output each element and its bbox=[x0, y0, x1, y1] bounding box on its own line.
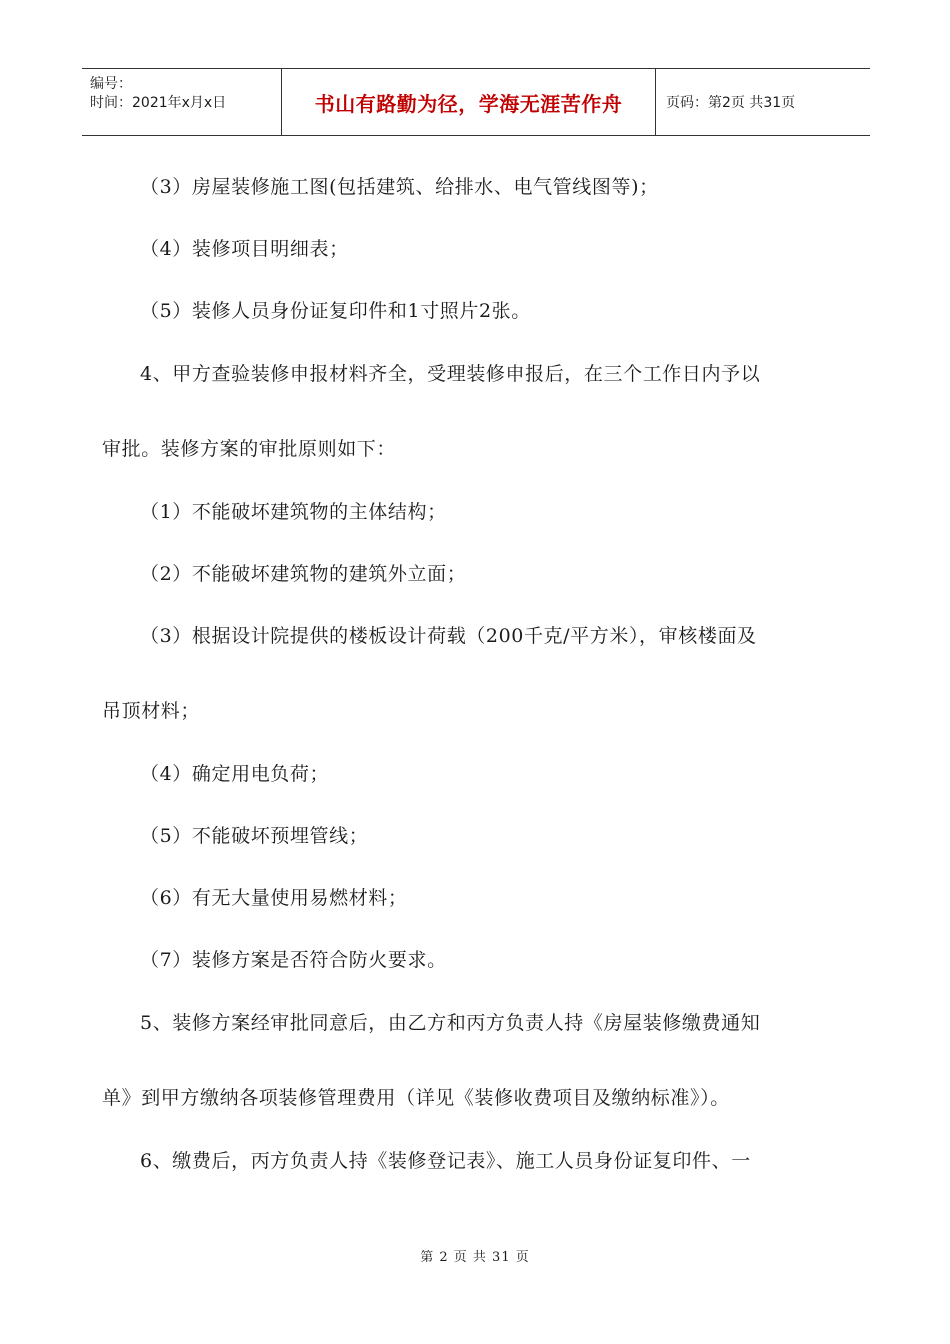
header-page-info: 页码：第2页 共31页 bbox=[666, 95, 796, 111]
paragraph: （7）装修方案是否符合防火要求。 bbox=[140, 949, 447, 971]
paragraph: 6、缴费后，丙方负责人持《装修登记表》、施工人员身份证复印件、一 bbox=[140, 1150, 751, 1172]
page-header bbox=[82, 68, 870, 136]
paragraph: 审批。装修方案的审批原则如下： bbox=[102, 438, 397, 460]
header-motto: 书山有路勤为径，学海无涯苦作舟 bbox=[282, 69, 656, 135]
paragraph: 5、装修方案经审批同意后，由乙方和丙方负责人持《房屋装修缴费通知 bbox=[140, 1012, 761, 1034]
paragraph: （3）房屋装修施工图(包括建筑、给排水、电气管线图等)； bbox=[140, 176, 659, 198]
page-footer: 第 2 页 共 31 页 bbox=[420, 1250, 530, 1265]
paragraph: 4、甲方查验装修申报材料齐全，受理装修申报后，在三个工作日内予以 bbox=[140, 363, 761, 385]
number-label: 编号： bbox=[90, 76, 132, 92]
paragraph: （4）确定用电负荷； bbox=[140, 763, 330, 785]
date-label: 时间：2021年x月x日 bbox=[90, 95, 227, 111]
paragraph: （2）不能破坏建筑物的建筑外立面； bbox=[140, 563, 467, 585]
paragraph: （3）根据设计院提供的楼板设计荷载（200千克/平方米），审核楼面及 bbox=[140, 625, 757, 647]
paragraph: （4）装修项目明细表； bbox=[140, 238, 349, 260]
header-meta bbox=[82, 69, 282, 135]
paragraph: （5）装修人员身份证复印件和1寸照片2张。 bbox=[140, 300, 531, 322]
paragraph: 单》到甲方缴纳各项装修管理费用（详见《装修收费项目及缴纳标准》）。 bbox=[102, 1087, 730, 1109]
paragraph: （1）不能破坏建筑物的主体结构； bbox=[140, 501, 447, 523]
paragraph: （6）有无大量使用易燃材料； bbox=[140, 887, 408, 909]
paragraph: 吊顶材料； bbox=[102, 700, 201, 722]
paragraph: （5）不能破坏预埋管线； bbox=[140, 825, 369, 847]
